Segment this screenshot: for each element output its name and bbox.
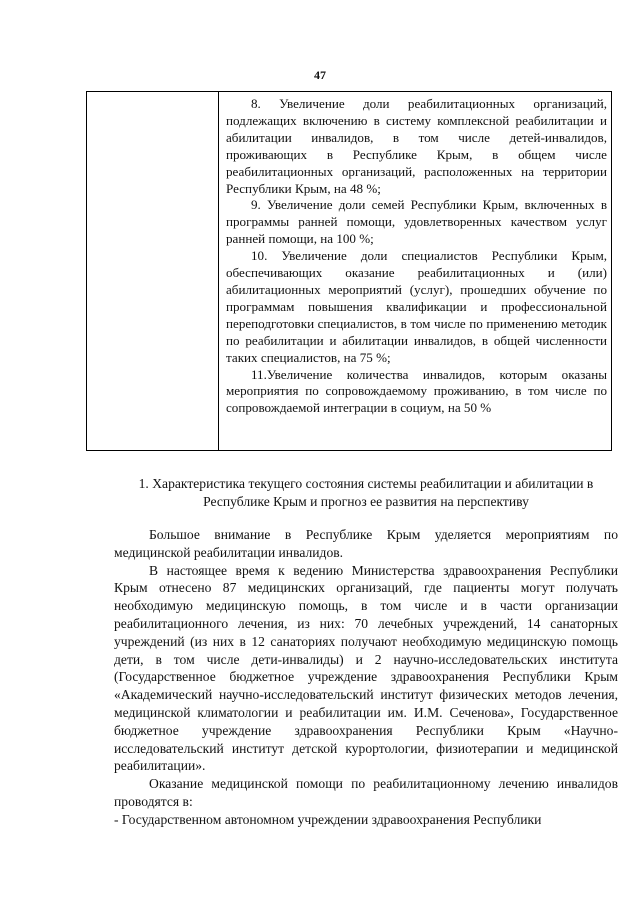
goal-item-10: 10. Увеличение доли специалистов Республики Крым, обеспечивающих оказание реабилитационных и (или) абилитационных мероприятий (услуг), прошедших обучение по программам повышения квалификации и профессиональной переподготовки специалистов, в том числе по применению методик по реабилитации и абилитации инвалидов, в общей численности таких специалистов, на 75 %;	[226, 248, 607, 365]
list-item: - Государственном автономном учреждении здравоохранения Республики	[114, 811, 542, 827]
goals-table	[86, 91, 612, 451]
paragraph: В настоящее время к ведению Министерства здравоохранения Республики Крым отнесено 87 медицинских организаций, где пациенты могут получать необходимую медицинскую помощь, в том числе и в части организации реабилитационного лечения, из них: 70 лечебных учреждений, 14 санаторных учреждений (из них в 12 санаториях получают необходимую медицинскую помощь дети, в том числе дети-инвалиды) и 2 научно-исследовательских института (Государственное бюджетное учреждение здравоохранения Республики Крым «Академический научно-исследовательский институт физических методов лечения, медицинской климатологии и реабилитации им. И.М. Сеченова», Государственное бюджетное учреждение здравоохранения Республики Крым «Научно-исследовательский институт детской курортологии, физиотерапии и медицинской реабилитации».	[114, 562, 618, 774]
paragraph: Большое внимание в Республике Крым уделяется мероприятиям по медицинской реабилитации инвалидов.	[114, 527, 618, 560]
body-text	[114, 526, 618, 829]
paragraph: Оказание медицинской помощи по реабилитационному лечению инвалидов проводятся в:	[114, 776, 618, 809]
goal-item-11: 11.Увеличение количества инвалидов, которым оказаны мероприятия по сопровождаемому проживанию, в том числе по сопровождаемой интеграции в социум, на 50 %	[226, 366, 607, 416]
section-heading: 1. Характеристика текущего состояния системы реабилитации и абилитации в Республике Крым и прогноз ее развития на перспективу	[138, 476, 594, 509]
goal-item-8: 8. Увеличение доли реабилитационных организаций, подлежащих включению в систему комплексной реабилитации и абилитации инвалидов, в том числе детей-инвалидов, проживающих в Республике Крым, в общем числе реабилитационных организаций, расположенных на территории Республики Крым, на 48 %;	[226, 96, 607, 196]
goals-cell	[226, 96, 607, 417]
goal-item-9: 9. Увеличение доли семей Республики Крым, включенных в программы ранней помощи, удовлетворенных качеством услуг ранней помощи, на 100 %;	[226, 197, 607, 247]
table-column-divider	[218, 92, 219, 450]
page-number: 47	[314, 68, 326, 82]
